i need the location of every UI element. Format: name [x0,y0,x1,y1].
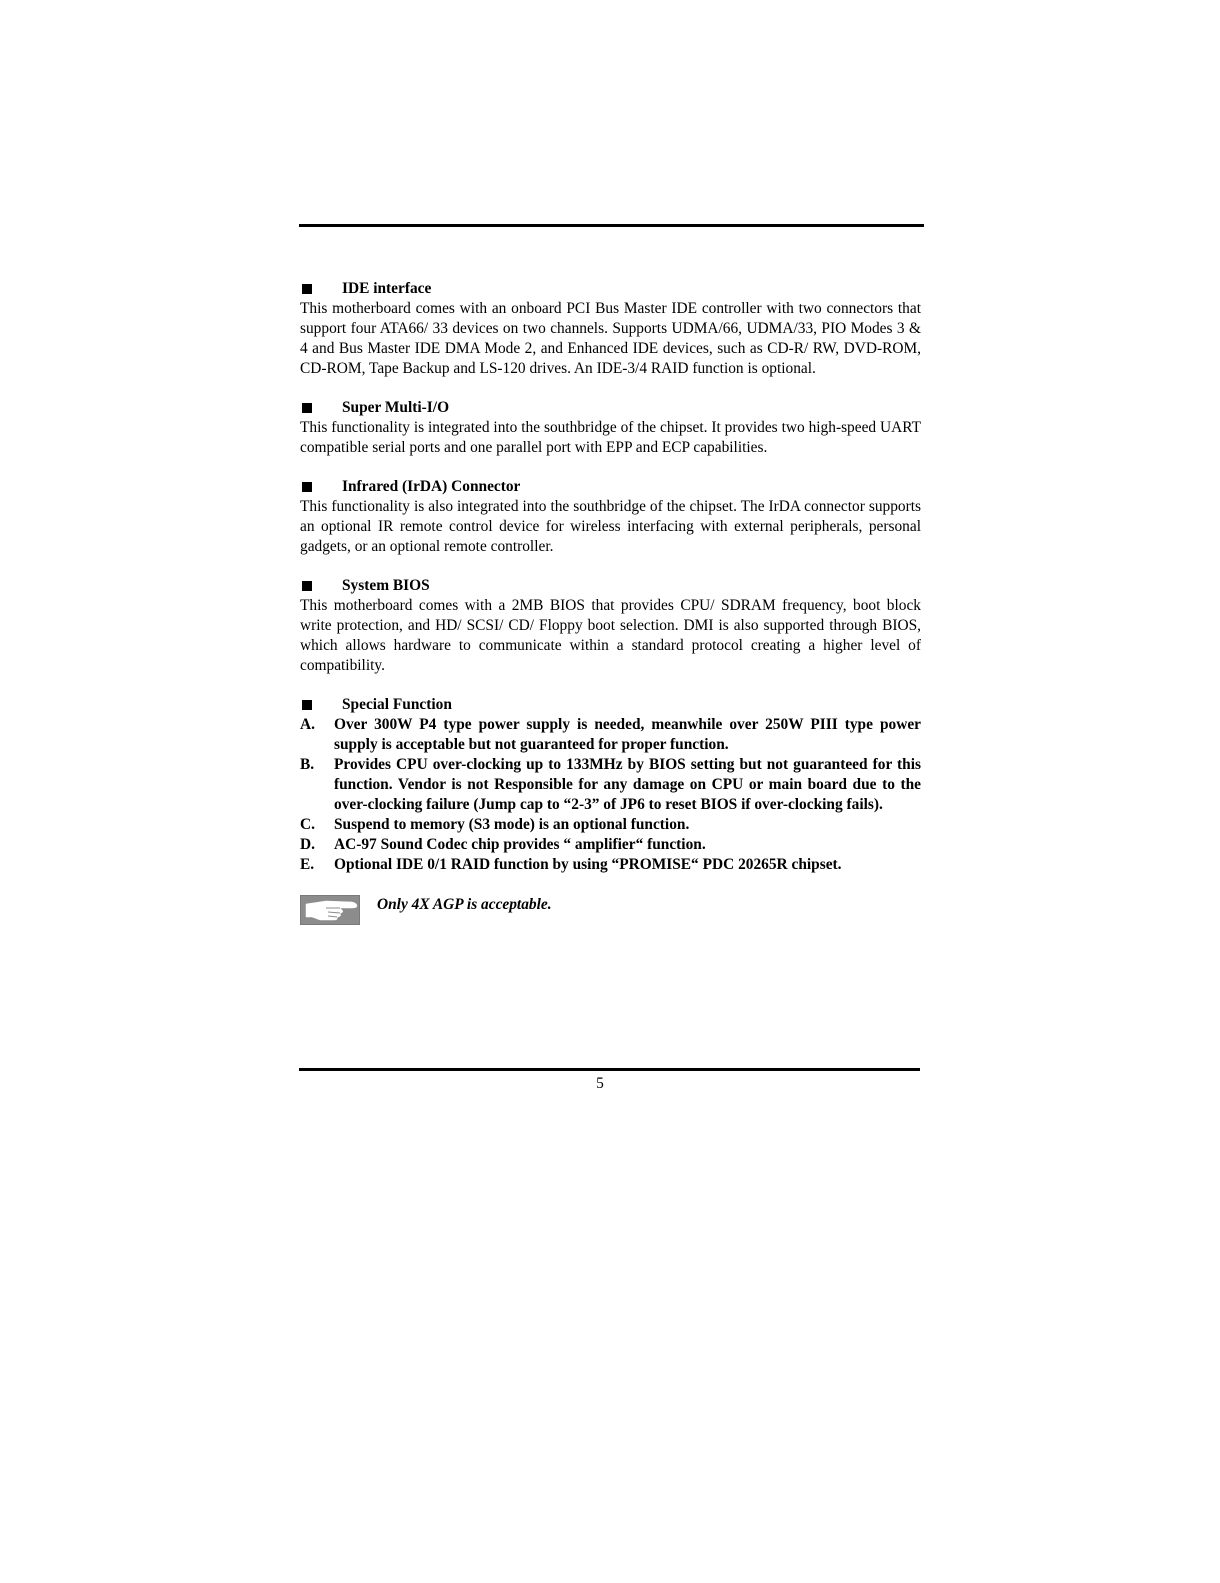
section-system-bios [300,576,921,676]
list-item-text: AC-97 Sound Codec chip provides “ amplifier“ function. [334,836,706,853]
section-heading [300,398,921,418]
list-item [300,755,921,815]
square-bullet-icon [302,284,312,294]
list-item-letter: B. [300,756,315,773]
list-item-text: Optional IDE 0/1 RAID function by using “PROMISE“ PDC 20265R chipset. [334,856,842,873]
section-title: Infrared (IrDA) Connector [342,478,521,495]
section-heading [300,477,921,497]
section-body: This functionality is integrated into the southbridge of the chipset. It provides two high-speed UART compatible serial ports and one parallel port with EPP and ECP capabilities. [300,419,921,456]
square-bullet-icon [302,403,312,413]
special-function-list [300,715,921,875]
list-item-text: Provides CPU over-clocking up to 133MHz by BIOS setting but not guaranteed for this function. Vendor is not Responsible for any damage on CPU or main board due to the over-clocking failure (Jump cap to “2-3” of JP6 to reset BIOS if over-clocking fails). [334,756,921,813]
section-body: This motherboard comes with a 2MB BIOS that provides CPU/ SDRAM frequency, boot block write protection, and HD/ SCSI/ CD/ Floppy boot selection. DMI is also supported through BIOS, which allows hardware to communicate within a standard protocol creating a higher level of compatibility. [300,597,921,674]
section-heading [300,279,921,299]
square-bullet-icon [302,482,312,492]
header-rule [299,224,924,227]
square-bullet-icon [302,700,312,710]
list-item [300,835,921,855]
section-infrared-connector [300,477,921,557]
list-item-letter: E. [300,856,315,873]
list-item-letter: D. [300,836,315,853]
section-body: This motherboard comes with an onboard PCI Bus Master IDE controller with two connectors that support four ATA66/ 33 devices on two channels. Supports UDMA/66, UDMA/33, PIO Modes 3 & 4 and Bus Master IDE DMA Mode 2, and Enhanced IDE devices, such as CD-R/ RW, DVD-ROM, CD-ROM, Tape Backup and LS-120 drives. An IDE-3/4 RAID function is optional. [300,300,921,377]
section-super-multi-io [300,398,921,458]
section-heading [300,576,921,596]
section-special-function [300,695,921,875]
section-heading [300,695,921,715]
page-content [300,279,921,925]
section-title: IDE interface [342,280,432,297]
section-title: Special Function [342,696,452,713]
pointing-hand-icon [300,895,360,925]
footer-rule [299,1068,920,1071]
list-item-text: Suspend to memory (S3 mode) is an optional function. [334,816,690,833]
list-item [300,855,921,875]
square-bullet-icon [302,581,312,591]
section-ide-interface [300,279,921,379]
section-title: Super Multi-I/O [342,399,450,416]
list-item-text: Over 300W P4 type power supply is needed, meanwhile over 250W PIII type power supply is acceptable but not guaranteed for proper function. [334,716,921,753]
note-callout [300,895,921,925]
list-item-letter: C. [300,816,315,833]
page-number: 5 [596,1075,604,1092]
section-title: System BIOS [342,577,430,594]
list-item [300,815,921,835]
note-text: Only 4X AGP is acceptable. [377,896,552,913]
list-item-letter: A. [300,716,315,733]
section-body: This functionality is also integrated into the southbridge of the chipset. The IrDA connector supports an optional IR remote control device for wireless interfacing with external peripherals, personal gadgets, or an optional remote controller. [300,498,921,555]
list-item [300,715,921,755]
